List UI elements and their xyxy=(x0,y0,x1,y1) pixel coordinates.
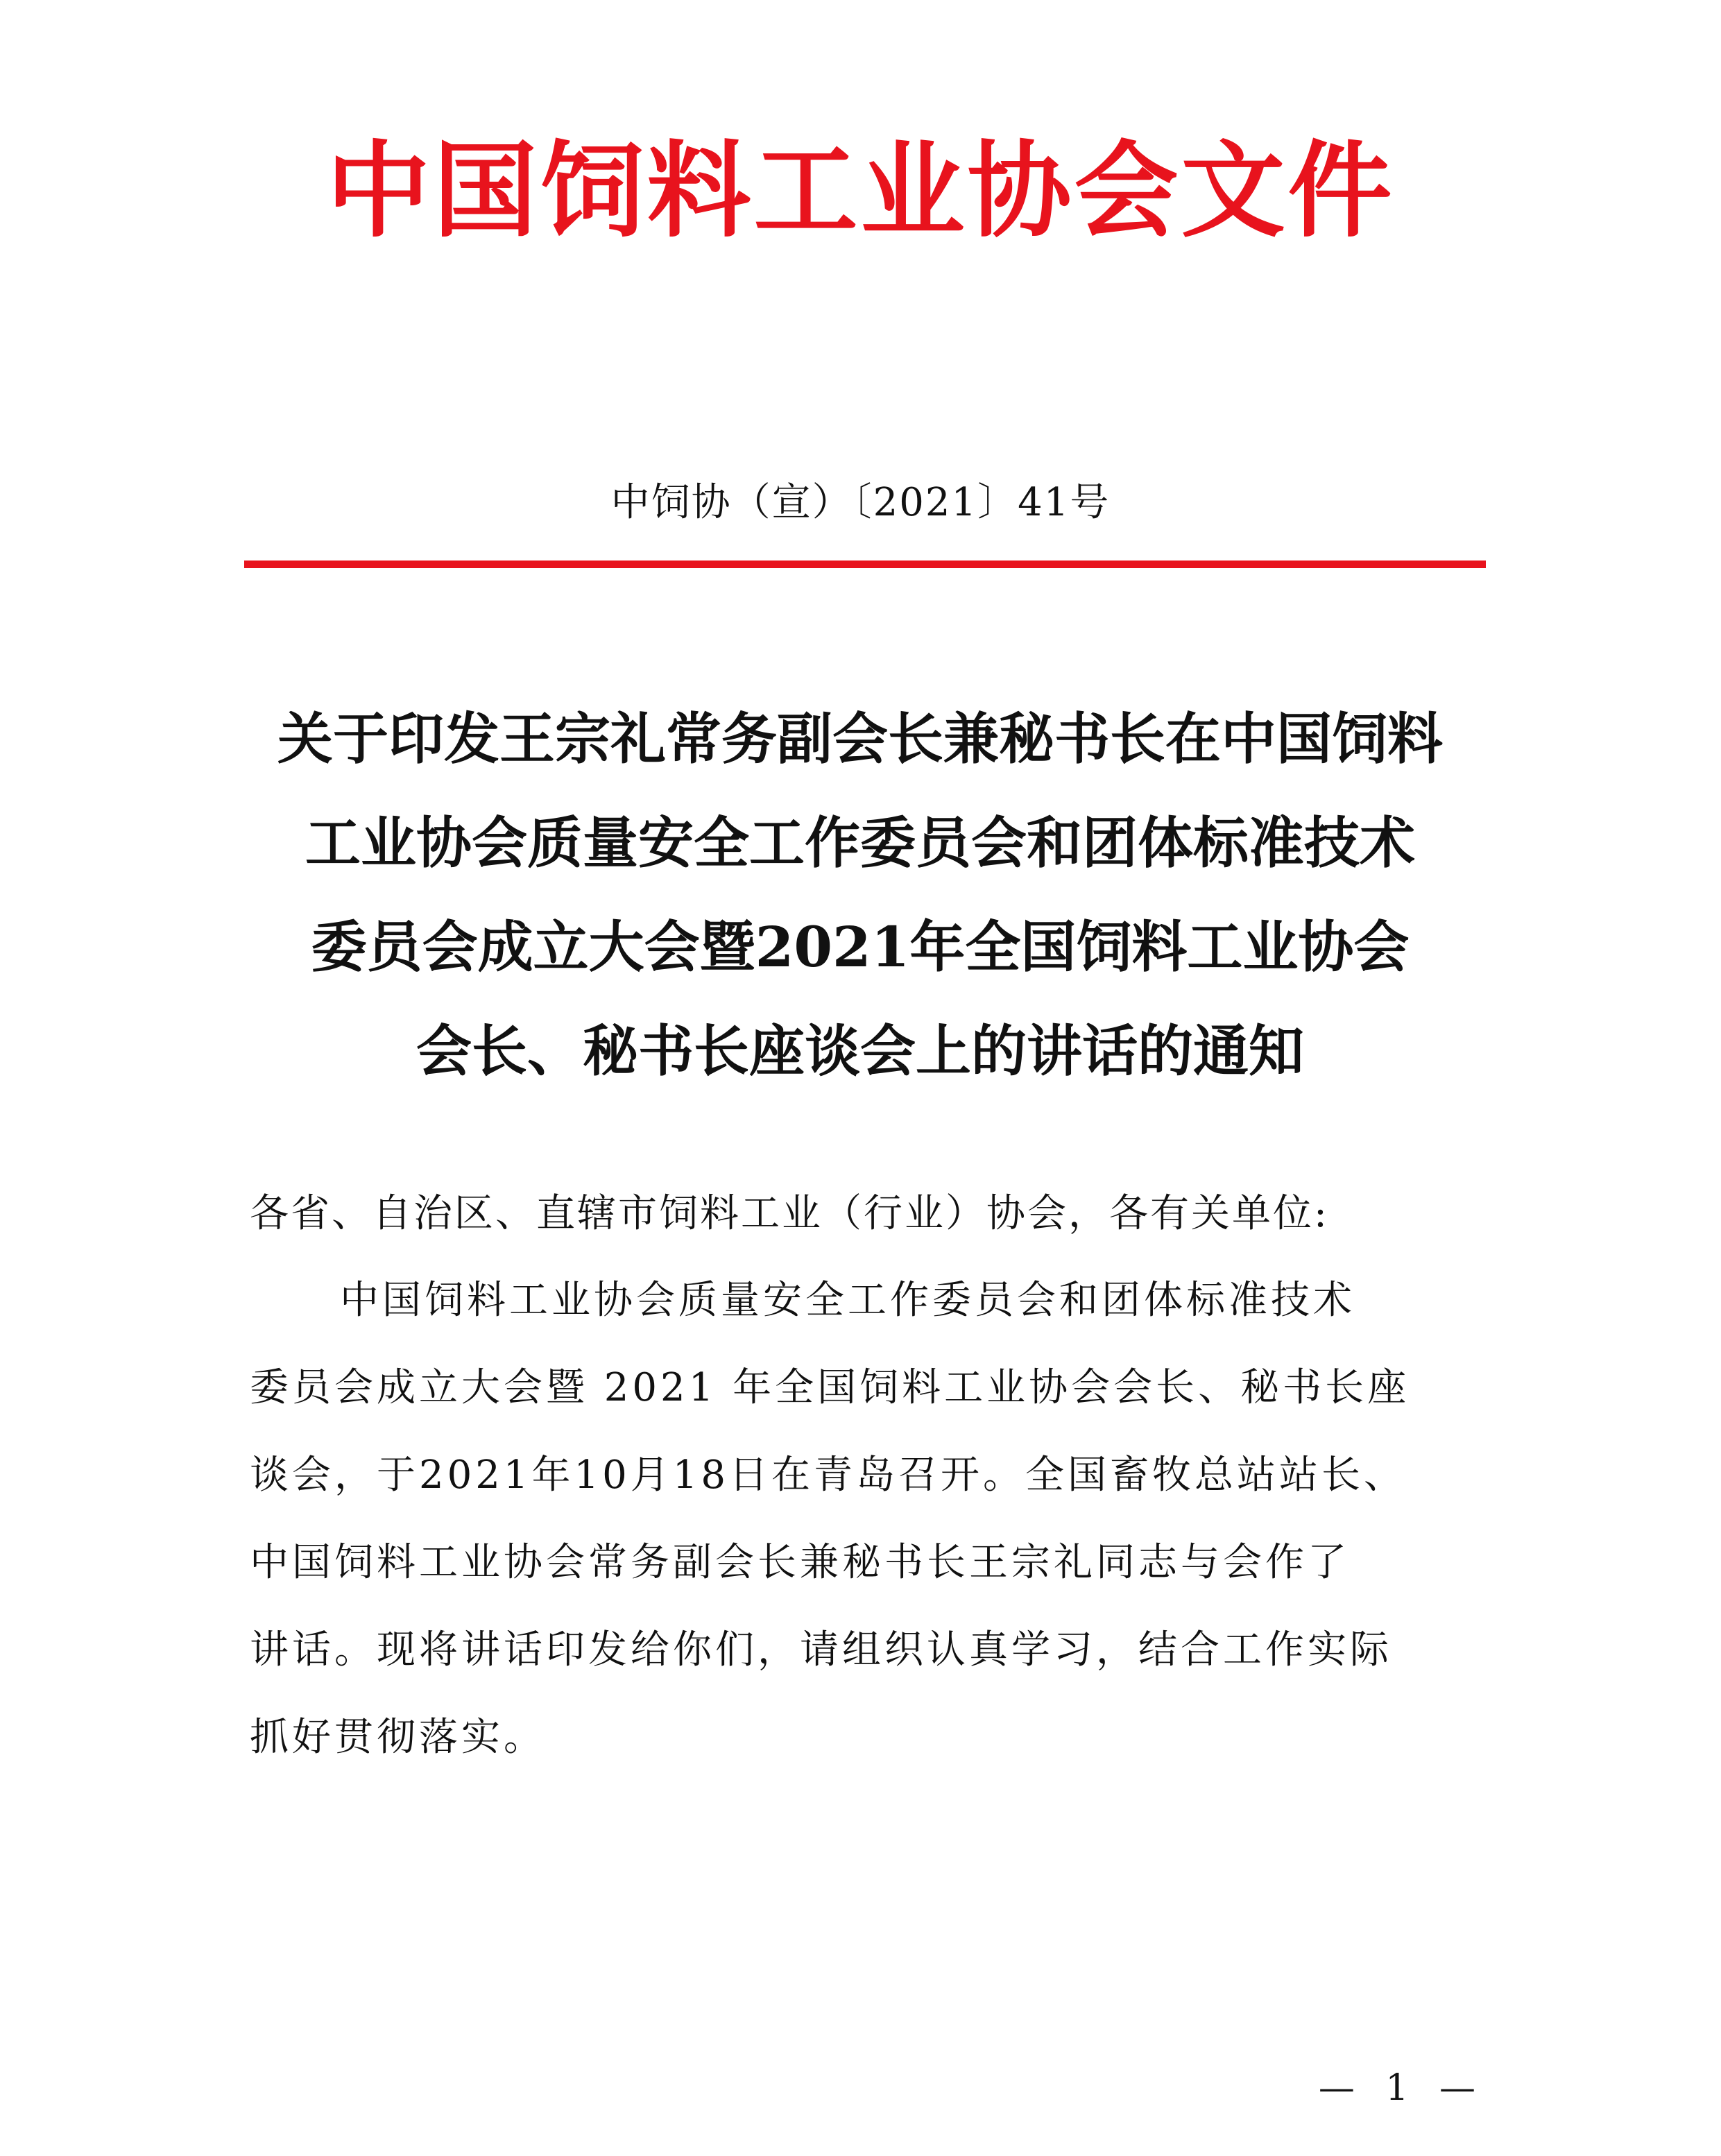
body-line: 谈会，于2021年10月18日在青岛召开。全国畜牧总站站长、 xyxy=(250,1453,1407,1498)
document-number: 中饲协（宣）〔2021〕41号 xyxy=(610,480,1111,525)
salutation: 各省、自治区、直辖市饲料工业（行业）协会，各有关单位: xyxy=(250,1191,1329,1236)
document-masthead: 中国饲料工业协会文件 xyxy=(326,130,1395,252)
title-line: 会长、秘书长座谈会上的讲话的通知 xyxy=(416,1018,1304,1084)
document-title xyxy=(229,687,1491,1103)
title-line: 委员会成立大会暨2021年全国饲料工业协会 xyxy=(311,914,1410,979)
body-paragraph xyxy=(250,1276,1471,1801)
body-line: 讲话。现将讲话印发给你们，请组织认真学习，结合工作实际 xyxy=(250,1627,1392,1672)
body-line: 中国饲料工业协会质量安全工作委员会和团体标准技术 xyxy=(340,1278,1355,1323)
body-line: 委员会成立大会暨 2021 年全国饲料工业协会会长、秘书长座 xyxy=(250,1365,1410,1410)
red-separator-rule xyxy=(244,561,1486,568)
title-line: 工业协会质量安全工作委员会和团体标准技术 xyxy=(305,810,1415,875)
page-number: — 1 — xyxy=(1318,2067,1485,2109)
title-line: 关于印发王宗礼常务副会长兼秘书长在中国饲料 xyxy=(277,706,1443,771)
body-line: 抓好贯彻落实。 xyxy=(250,1715,546,1760)
body-line: 中国饲料工业协会常务副会长兼秘书长王宗礼同志与会作了 xyxy=(250,1540,1350,1585)
